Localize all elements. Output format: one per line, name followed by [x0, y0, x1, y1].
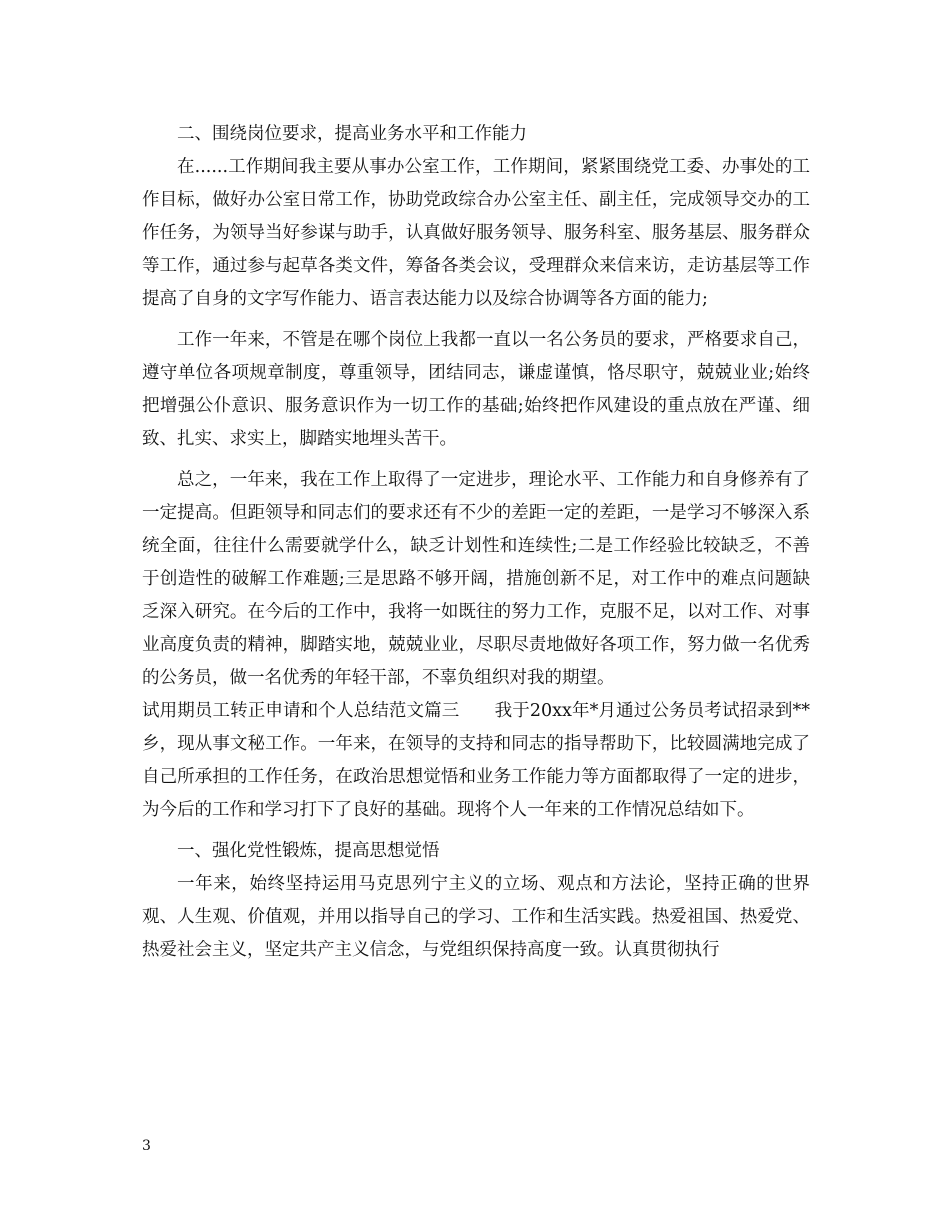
paragraph-civil-servant-requirements: 工作一年来，不管是在哪个岗位上我都一直以一名公务员的要求，严格要求自己，遵守单位各项规章制度，尊重领导，团结同志，谦虚谨慎，恪尽职守，兢兢业业;始终把增强公仆意识、服务意识作为一切工作的基础;始终把作风建设的重点放在严谨、细致、扎实、求实上，脚踏实地埋头苦干。 [142, 330, 810, 449]
document-body [142, 118, 810, 967]
paragraph-article-three-intro: 试用期员工转正申请和个人总结范文篇三 我于20xx年*月通过公务员考试招录到**乡，现从事文秘工作。一年来，在领导的支持和同志的指导帮助下，比较圆满地完成了自己所承担的工作任务，在政治思想觉悟和业务工作能力等方面都取得了一定的进步，为今后的工作和学习打下了良好的基础。现将个人一年来的工作情况总结如下。 [142, 701, 810, 820]
paragraph-ideology: 一年来，始终坚持运用马克思列宁主义的立场、观点和方法论，坚持正确的世界观、人生观、价值观，并用以指导自己的学习、工作和生活实践。热爱祖国、热爱党、热爱社会主义，坚定共产主义信念，与党组织保持高度一致。认真贯彻执行 [142, 874, 810, 960]
paragraph-office-work: 在......工作期间我主要从事办公室工作，工作期间，紧紧围绕党工委、办事处的工作目标，做好办公室日常工作，协助党政综合办公室主任、副主任，完成领导交办的工作任务，为领导当好参谋与助手，认真做好服务领导、服务科室、服务基层、服务群众等工作，通过参与起草各类文件，筹备各类会议，受理群众来信来访，走访基层等工作提高了自身的文字写作能力、语言表达能力以及综合协调等各方面的能力; [142, 157, 810, 309]
paragraph-summary: 总之，一年来，我在工作上取得了一定进步，理论水平、工作能力和自身修养有了一定提高。但距领导和同志们的要求还有不少的差距一定的差距，一是学习不够深入系统全面，往往什么需要就学什么，缺乏计划性和连续性;二是工作经验比较缺乏，不善于创造性的破解工作难题;三是思路不够开阔，措施创新不足，对工作中的难点问题缺乏深入研究。在今后的工作中，我将一如既往的努力工作，克服不足，以对工作、对事业高度负责的精神，脚踏实地，兢兢业业，尽职尽责地做好各项工作，努力做一名优秀的公务员，做一名优秀的年轻干部，不辜负组织对我的期望。 [142, 470, 810, 688]
section-heading-1: 一、强化党性锻炼，提高思想觉悟 [177, 841, 440, 861]
page-number: 3 [142, 1138, 151, 1154]
section-heading-2: 二、围绕岗位要求，提高业务水平和工作能力 [177, 124, 527, 144]
